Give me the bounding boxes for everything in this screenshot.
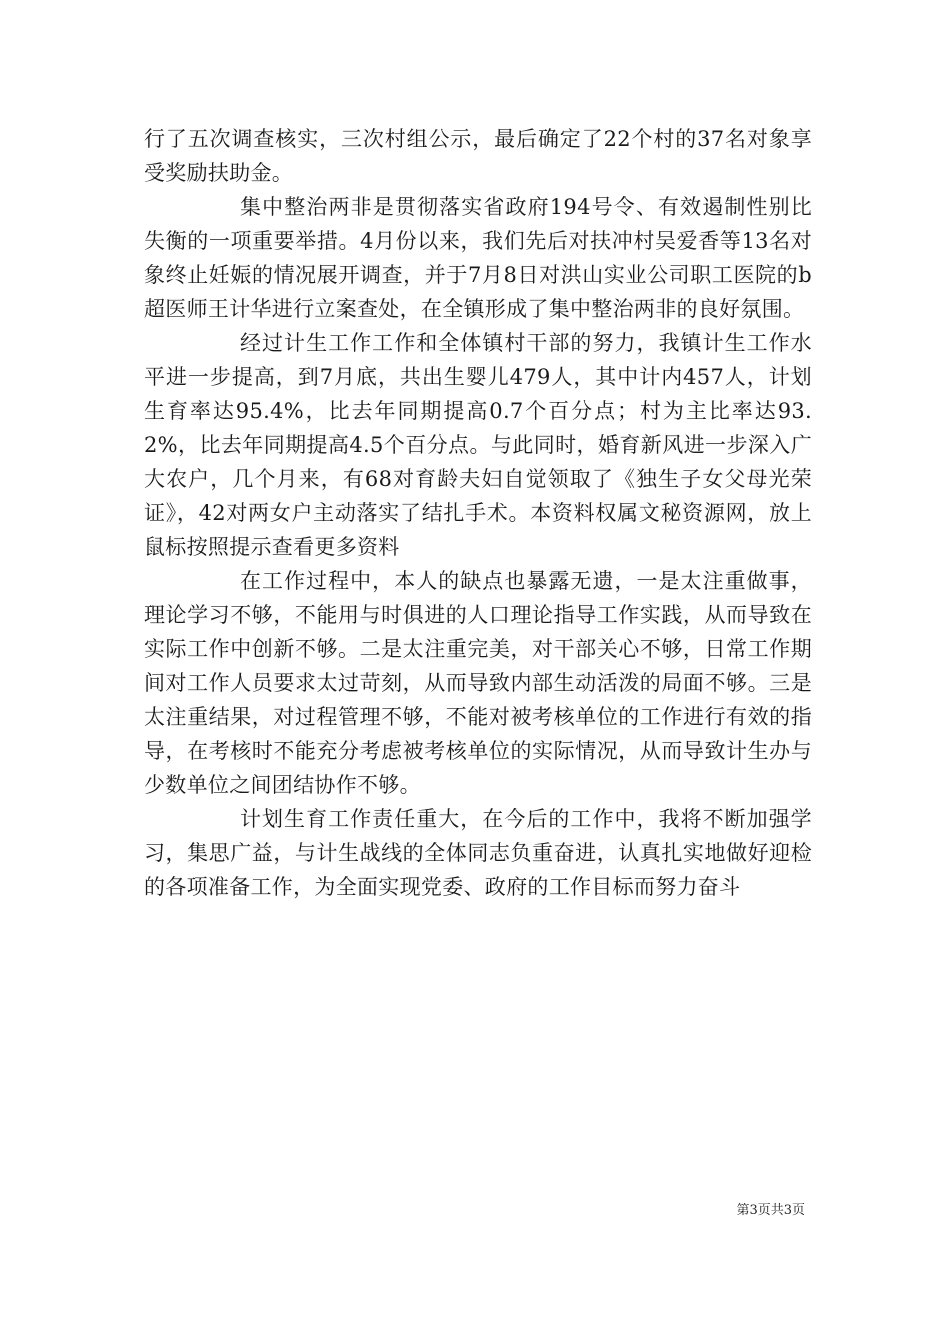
paragraph-conclusion: 计划生育工作责任重大，在今后的工作中，我将不断加强学习，集思广益，与计生战线的全体同志负重奋进，认真扎实地做好迎检的各项准备工作，为全面实现党委、政府的工作目标而努力奋斗 xyxy=(144,807,812,899)
document-body xyxy=(144,122,812,904)
paragraph-continuation: 行了五次调查核实，三次村组公示，最后确定了22个村的37名对象享受奖励扶助金。 xyxy=(144,127,812,185)
paragraph-two-non-rectification: 集中整治两非是贯彻落实省政府194号令、有效遏制性别比失衡的一项重要举措。4月份以来，我们先后对扶冲村吴爱香等13名对象终止妊娠的情况展开调查，并于7月8日对洪山实业公司职工医院的b超医师王计华进行立案查处，在全镇形成了集中整治两非的良好氛围。 xyxy=(144,195,812,321)
paragraph-work-results: 经过计生工作工作和全体镇村干部的努力，我镇计生工作水平进一步提高，到7月底，共出生婴儿479人，其中计内457人，计划生育率达95.4%，比去年同期提高0.7个百分点；村为主比率达93.2%，比去年同期提高4.5个百分点。与此同时，婚育新风进一步深入广大农户，几个月来，有68对育龄夫妇自觉领取了《独生子女父母光荣证》，42对两女户主动落实了结扎手术。本资料权属文秘资源网，放上鼠标按照提示查看更多资料 xyxy=(144,331,812,559)
paragraph-shortcomings: 在工作过程中，本人的缺点也暴露无遗，一是太注重做事，理论学习不够，不能用与时俱进的人口理论指导工作实践，从而导致在实际工作中创新不够。二是太注重完美，对干部关心不够，日常工作期间对工作人员要求太过苛刻，从而导致内部生动活泼的局面不够。三是太注重结果，对过程管理不够，不能对被考核单位的工作进行有效的指导，在考核时不能充分考虑被考核单位的实际情况，从而导致计生办与少数单位之间团结协作不够。 xyxy=(144,569,812,797)
page-number-footer: 第3页共3页 xyxy=(736,1203,805,1218)
